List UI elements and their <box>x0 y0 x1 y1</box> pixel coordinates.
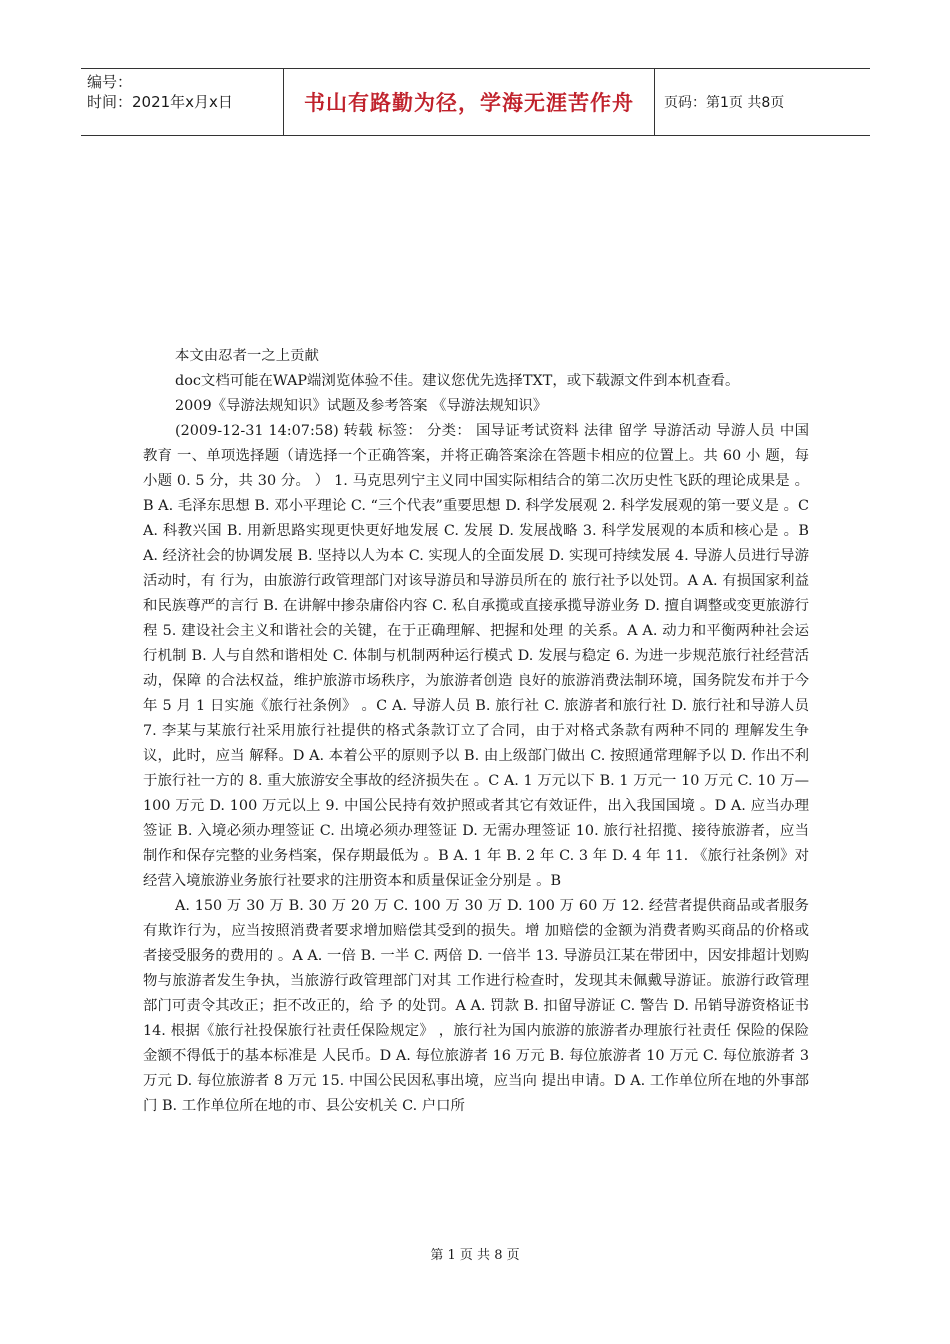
body-paragraph: (2009-12-31 14:07:58) 转载 标签： 分类： 国导证考试资料 法律 留学 导游活动 导游人员 中国 教育 一、单项选择题（请选择一个正确答案，并将正确答案涂在答题卡相应的位置上。共 60 小 题，每小题 0. 5 分，共 30 分。 ） 1. 马克思列宁主义同中国实际相结合的第二次历史性飞跃的理论成果是 。B A. 毛泽东思想 B. 邓小平理论 C. “三个代表”重要思想 D. 科学发展观 2. 科学发展观的第一要义是 。C A. 科教兴国 B. 用新思路实现更快更好地发展 C. 发展 D. 发展战略 3. 科学发展观的本质和核心是 。B A. 经济社会的协调发展 B. 坚持以人为本 C. 实现人的全面发展 D. 实现可持续发展 4. 导游人员进行导游活动时，有 行为，由旅游行政管理部门对该导游员和导游员所在的 旅行社予以处罚。A A. 有损国家利益和民族尊严的言行 B. 在讲解中掺杂庸俗内容 C. 私自承揽或直接承揽导游业务 D. 擅自调整或变更旅游行程 5. 建设社会主义和谐社会的关键，在于正确理解、把握和处理 的关系。A A. 动力和平衡两种社会运行机制 B. 人与自然和谐相处 C. 体制与机制两种运行模式 D. 发展与稳定 6. 为进一步规范旅行社经营活动，保障 的合法权益，维护旅游市场秩序，为旅游者创造 良好的旅游消费法制环境，国务院发布并于今年 5 月 1 日实施《旅行社条例》 。C A. 导游人员 B. 旅行社 C. 旅游者和旅行社 D. 旅行社和导游人员 7. 李某与某旅行社采用旅行社提供的格式条款订立了合同，由于对格式条款有两种不同的 理解发生争议，此时，应当 解释。D A. 本着公平的原则予以 B. 由上级部门做出 C. 按照通常理解予以 D. 作出不利于旅行社一方的 8. 重大旅游安全事故的经济损失在 。C A. 1 万元以下 B. 1 万元一 10 万元 C. 10 万—100 万元 D. 100 万元以上 9. 中国公民持有效护照或者其它有效证件，出入我国国境 。D A. 应当办理签证 B. 入境必须办理签证 C. 出境必须办理签证 D. 无需办理签证 10. 旅行社招揽、接待旅游者，应当制作和保存完整的业务档案，保存期最低为 。B A. 1 年 B. 2 年 C. 3 年 D. 4 年 11. 《旅行社条例》对经营入境旅游业务旅行社要求的注册资本和质量保证金分别是 。B <box>143 423 809 889</box>
body-paragraph: A. 150 万 30 万 B. 30 万 20 万 C. 100 万 30 万 D. 100 万 60 万 12. 经营者提供商品或者服务有欺诈行为，应当按照消费者要求增加赔偿其受到的损失。增 加赔偿的金额为消费者购买商品的价格或者接受服务的费用的 。A A. 一倍 B. 一半 C. 两倍 D. 一倍半 13. 导游员江某在带团中，因安排超计划购物与旅游者发生争执，当旅游行政管理部门对其 工作进行检查时，发现其未佩戴导游证。旅游行政管理部门可责令其改正；拒不改正的，给 予 的处罚。A A. 罚款 B. 扣留导游证 C. 警告 D. 吊销导游资格证书 14. 根据《旅行社投保旅行社责任保险规定》 ，旅行社为国内旅游的旅游者办理旅行社责任 保险的保险金额不得低于的基本标准是 人民币。D A. 每位旅游者 16 万元 B. 每位旅游者 10 万元 C. 每位旅游者 3 万元 D. 每位旅游者 8 万元 15. 中国公民因私事出境，应当向 提出申请。D A. 工作单位所在地的外事部门 B. 工作单位所在地的市、县公安机关 C. 户口所 <box>143 898 809 1114</box>
notice-line: doc文档可能在WAP端浏览体验不佳。建议您优先选择TXT，或下载源文件到本机查看。 <box>175 373 740 389</box>
document-number-label: 编号： <box>87 73 133 91</box>
document-date-label: 时间：2021年x月x日 <box>87 93 233 111</box>
page-header <box>81 68 870 136</box>
document-title-line: 2009《导游法规知识》试题及参考答案 《导游法规知识》 <box>175 398 548 414</box>
document-body <box>143 344 809 1119</box>
header-meta <box>81 69 284 135</box>
page-footer: 第 1 页 共 8 页 <box>430 1248 520 1263</box>
header-motto: 书山有路勤为径，学海无涯苦作舟 <box>284 69 655 135</box>
contributor-line: 本文由忍者一之上贡献 <box>175 348 319 364</box>
header-page-info: 页码：第1页 共8页 <box>664 95 785 111</box>
